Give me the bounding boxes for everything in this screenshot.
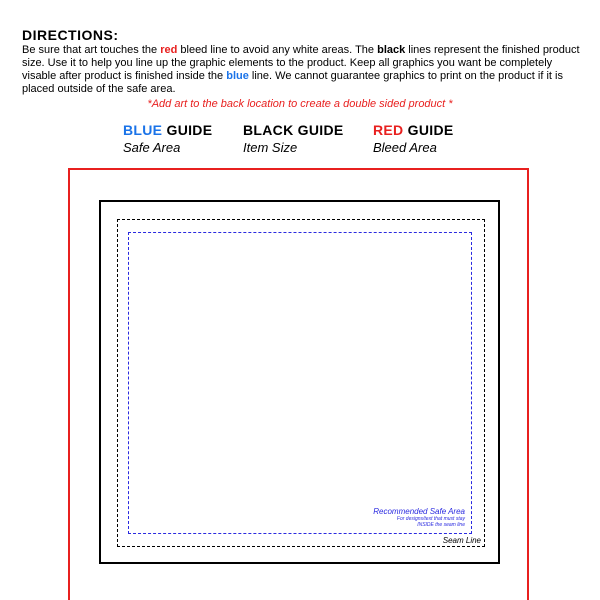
safe-area-outline (128, 232, 472, 534)
blue-guide-title-rest: GUIDE (162, 122, 213, 138)
red-guide-title-rest: GUIDE (403, 122, 454, 138)
double-sided-note: *Add art to the back location to create a double sided product * (147, 98, 453, 110)
directions-black-word: black (377, 44, 406, 56)
safe-area-subtitle-1: For designs/text that must stay (396, 516, 465, 522)
red-guide-title (373, 122, 454, 138)
seam-line-label: Seam Line (442, 536, 481, 545)
directions-text-part1: Be sure that art touches the (22, 44, 161, 56)
black-guide-subtitle: Item Size (243, 140, 298, 155)
blue-guide-color-word: BLUE (123, 122, 163, 138)
blue-guide-subtitle: Safe Area (123, 140, 181, 155)
safe-area-label (373, 507, 465, 528)
directions-text-part3: lines represent the finished product size. Use it to help you line up the graphic elements to the product. Keep all graphics you want be completely visable after product is finished inside the (22, 44, 580, 82)
black-guide-title: BLACK GUIDE (243, 122, 344, 138)
red-guide-color-word: RED (373, 122, 404, 138)
blue-guide-title (123, 122, 212, 138)
directions-title: DIRECTIONS: (22, 27, 119, 43)
red-guide-legend (373, 122, 454, 155)
directions-text (22, 44, 582, 96)
directions-blue-word: blue (226, 70, 249, 82)
blue-guide-legend (123, 122, 212, 155)
directions-red-word: red (160, 44, 178, 56)
safe-area-title: Recommended Safe Area (373, 507, 465, 516)
black-guide-legend (243, 122, 344, 155)
red-guide-subtitle: Bleed Area (373, 140, 437, 155)
directions-text-part2: bleed line to avoid any white areas. The (177, 44, 378, 56)
safe-area-subtitle-2: INSIDE the seam line (417, 522, 465, 528)
directions-text-part4: line. We cannot guarantee graphics to print on the product if it is placed outside of the safe area. (22, 70, 563, 95)
